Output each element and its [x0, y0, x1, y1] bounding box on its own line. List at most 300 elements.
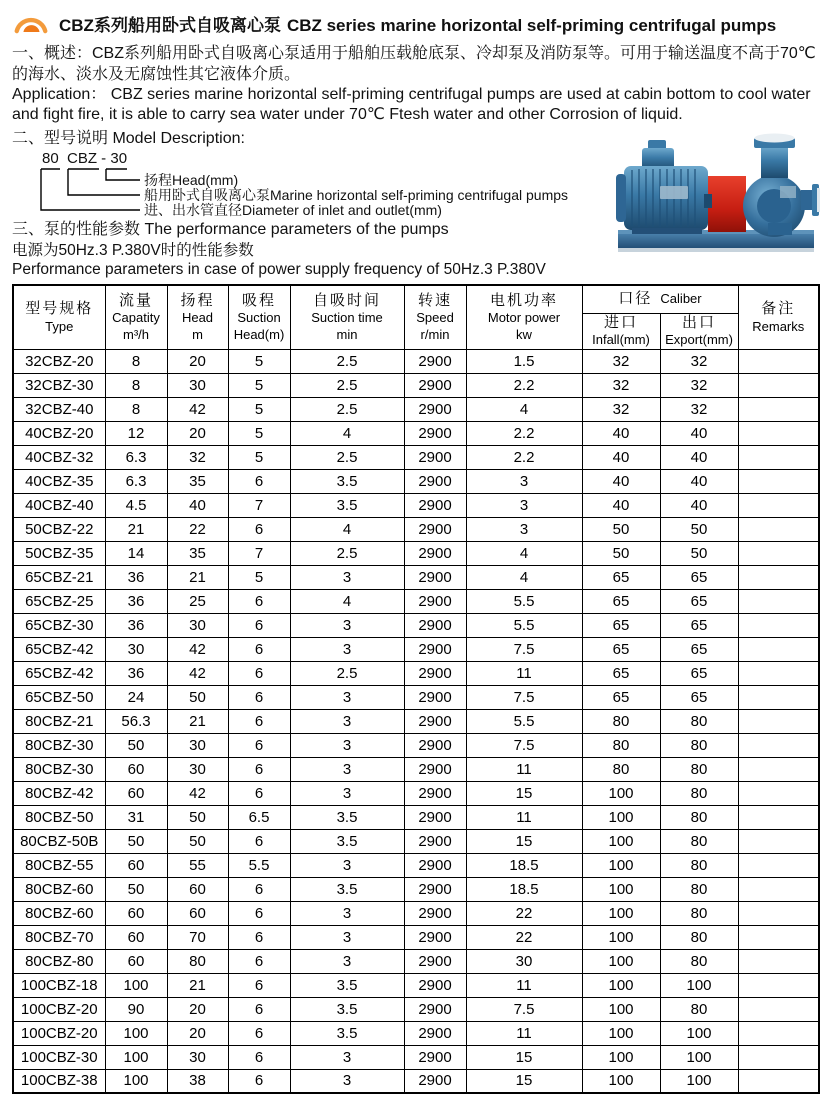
table-cell: 100 — [582, 973, 660, 997]
table-row — [13, 469, 819, 493]
table-cell: 30 — [466, 949, 582, 973]
col-header-speed-unit: r/min — [420, 326, 450, 342]
table-cell: 3 — [290, 1069, 404, 1093]
table-cell — [738, 445, 819, 469]
table-cell: 60 — [105, 925, 167, 949]
cell-model-type: 80CBZ-42 — [13, 781, 105, 805]
table-cell: 11 — [466, 1021, 582, 1045]
table-cell: 60 — [105, 757, 167, 781]
table-cell — [738, 661, 819, 685]
table-cell: 65 — [660, 613, 738, 637]
table-cell: 30 — [167, 733, 228, 757]
cell-model-type: 80CBZ-50B — [13, 829, 105, 853]
table-cell: 50 — [105, 733, 167, 757]
col-header-export-en: Export(mm) — [665, 332, 733, 348]
cell-model-type: 40CBZ-32 — [13, 445, 105, 469]
table-cell: 80 — [660, 757, 738, 781]
table-cell: 80 — [660, 949, 738, 973]
table-cell: 2900 — [404, 733, 466, 757]
col-header-infall-zh: 进口 — [603, 313, 638, 331]
table-cell — [738, 685, 819, 709]
table-cell: 80 — [660, 829, 738, 853]
table-cell: 56.3 — [105, 709, 167, 733]
cell-model-type: 40CBZ-20 — [13, 421, 105, 445]
table-cell: 7 — [228, 541, 290, 565]
table-cell: 40 — [660, 421, 738, 445]
table-cell: 80 — [660, 877, 738, 901]
table-cell: 12 — [105, 421, 167, 445]
table-cell: 3.5 — [290, 469, 404, 493]
col-header-motor-zh: 电机功率 — [489, 291, 558, 309]
cell-model-type: 100CBZ-38 — [13, 1069, 105, 1093]
table-cell: 3 — [290, 853, 404, 877]
table-cell: 2900 — [404, 373, 466, 397]
table-cell: 30 — [105, 637, 167, 661]
table-cell: 7.5 — [466, 733, 582, 757]
table-cell: 6 — [228, 469, 290, 493]
table-cell: 6 — [228, 997, 290, 1021]
cell-model-type: 100CBZ-20 — [13, 1021, 105, 1045]
table-row — [13, 757, 819, 781]
table-cell: 65 — [660, 661, 738, 685]
table-cell: 21 — [167, 565, 228, 589]
performance-table-body — [13, 349, 819, 1093]
table-cell: 22 — [466, 925, 582, 949]
table-cell: 2900 — [404, 541, 466, 565]
table-cell: 3.5 — [290, 877, 404, 901]
page-title-en: CBZ series marine horizontal self-priming centrifugal pumps — [286, 15, 777, 35]
cell-model-type: 80CBZ-21 — [13, 709, 105, 733]
table-row — [13, 1069, 819, 1093]
table-row — [13, 1021, 819, 1045]
table-cell: 14 — [105, 541, 167, 565]
table-cell: 100 — [105, 1045, 167, 1069]
cell-model-type: 65CBZ-50 — [13, 685, 105, 709]
table-cell — [738, 757, 819, 781]
table-cell: 20 — [167, 997, 228, 1021]
page-title-zh: CBZ系列船用卧式自吸离心泵 — [59, 15, 281, 35]
table-cell: 3 — [290, 709, 404, 733]
table-cell: 100 — [582, 1045, 660, 1069]
table-cell: 80 — [660, 853, 738, 877]
table-cell: 4 — [466, 541, 582, 565]
col-header-type-zh: 型号规格 — [25, 299, 94, 317]
table-cell: 40 — [167, 493, 228, 517]
table-cell: 32 — [582, 397, 660, 421]
table-cell: 80 — [660, 925, 738, 949]
table-cell: 8 — [105, 397, 167, 421]
table-cell: 2900 — [404, 613, 466, 637]
table-cell: 80 — [660, 709, 738, 733]
table-cell: 2900 — [404, 565, 466, 589]
table-cell: 6 — [228, 517, 290, 541]
table-cell: 90 — [105, 997, 167, 1021]
cell-model-type: 80CBZ-80 — [13, 949, 105, 973]
table-cell: 100 — [582, 1021, 660, 1045]
table-cell: 100 — [582, 949, 660, 973]
table-cell: 50 — [582, 541, 660, 565]
model-code-text: 80 CBZ - 30 — [42, 150, 128, 167]
table-cell: 2900 — [404, 973, 466, 997]
table-cell: 50 — [660, 541, 738, 565]
table-cell: 2900 — [404, 517, 466, 541]
table-cell: 3 — [466, 469, 582, 493]
cell-model-type: 80CBZ-50 — [13, 805, 105, 829]
table-cell: 65 — [582, 637, 660, 661]
table-cell: 5.5 — [466, 589, 582, 613]
table-cell: 36 — [105, 565, 167, 589]
table-cell: 3 — [290, 757, 404, 781]
table-cell: 2.2 — [466, 445, 582, 469]
table-cell: 6 — [228, 877, 290, 901]
cell-model-type: 32CBZ-20 — [13, 349, 105, 373]
col-header-capacity-unit: m³/h — [123, 326, 149, 342]
table-row — [13, 877, 819, 901]
table-cell — [738, 397, 819, 421]
table-row — [13, 973, 819, 997]
col-header-suction-en: Suction — [237, 310, 281, 326]
table-cell: 6 — [228, 1045, 290, 1069]
table-cell: 4 — [466, 565, 582, 589]
table-cell: 4 — [290, 517, 404, 541]
table-cell: 42 — [167, 637, 228, 661]
table-cell: 20 — [167, 421, 228, 445]
table-row — [13, 349, 819, 373]
table-cell: 2900 — [404, 901, 466, 925]
table-cell — [738, 1045, 819, 1069]
table-cell: 6.3 — [105, 469, 167, 493]
col-header-suction-time-zh: 自吸时间 — [312, 291, 381, 309]
table-cell: 36 — [105, 613, 167, 637]
table-row — [13, 1045, 819, 1069]
table-cell: 55 — [167, 853, 228, 877]
table-cell: 21 — [167, 709, 228, 733]
table-cell: 15 — [466, 1045, 582, 1069]
table-cell — [738, 901, 819, 925]
table-cell: 2900 — [404, 925, 466, 949]
table-cell: 3.5 — [290, 1021, 404, 1045]
table-cell: 6 — [228, 1069, 290, 1093]
table-row — [13, 925, 819, 949]
table-cell: 2900 — [404, 949, 466, 973]
table-row — [13, 445, 819, 469]
table-cell: 30 — [167, 373, 228, 397]
table-row — [13, 637, 819, 661]
table-cell: 80 — [660, 805, 738, 829]
table-cell: 2900 — [404, 805, 466, 829]
table-cell — [738, 517, 819, 541]
table-cell: 2900 — [404, 997, 466, 1021]
col-header-motor-unit: kw — [516, 326, 532, 342]
table-cell: 40 — [582, 445, 660, 469]
table-row — [13, 685, 819, 709]
col-header-suction-zh: 吸程 — [241, 291, 276, 309]
table-cell: 100 — [582, 805, 660, 829]
table-cell: 80 — [582, 709, 660, 733]
table-cell: 100 — [582, 1069, 660, 1093]
table-cell: 2900 — [404, 589, 466, 613]
table-cell: 4 — [466, 397, 582, 421]
table-cell: 6 — [228, 829, 290, 853]
table-cell: 8 — [105, 373, 167, 397]
table-cell — [738, 829, 819, 853]
table-cell: 2900 — [404, 493, 466, 517]
table-cell: 100 — [660, 1069, 738, 1093]
col-header-head-unit: m — [192, 326, 203, 342]
table-cell: 65 — [582, 565, 660, 589]
table-cell: 80 — [660, 733, 738, 757]
table-cell: 80 — [660, 997, 738, 1021]
table-cell: 3 — [466, 493, 582, 517]
cell-model-type: 80CBZ-55 — [13, 853, 105, 877]
table-cell — [738, 589, 819, 613]
table-cell: 65 — [582, 685, 660, 709]
table-cell: 2900 — [404, 757, 466, 781]
cell-model-type: 65CBZ-42 — [13, 661, 105, 685]
table-cell — [738, 973, 819, 997]
table-cell: 38 — [167, 1069, 228, 1093]
table-row — [13, 493, 819, 517]
table-cell: 80 — [660, 901, 738, 925]
table-cell — [738, 565, 819, 589]
table-cell: 5.5 — [466, 613, 582, 637]
table-cell: 80 — [582, 733, 660, 757]
table-cell — [738, 997, 819, 1021]
cell-model-type: 80CBZ-70 — [13, 925, 105, 949]
section-heading-model: 二、型号说明 Model Description: — [12, 130, 245, 147]
table-cell — [738, 805, 819, 829]
cell-model-type: 100CBZ-20 — [13, 997, 105, 1021]
table-cell: 60 — [105, 853, 167, 877]
table-cell: 32 — [582, 349, 660, 373]
table-cell: 2900 — [404, 469, 466, 493]
col-header-caliber-zh: 口径 — [618, 290, 653, 308]
table-cell: 3 — [290, 1045, 404, 1069]
table-cell: 65 — [660, 565, 738, 589]
table-cell: 3.5 — [290, 973, 404, 997]
table-cell: 2900 — [404, 445, 466, 469]
table-cell: 42 — [167, 661, 228, 685]
table-cell: 25 — [167, 589, 228, 613]
callout-diameter: 进、出水管直径Diameter of inlet and outlet(mm) — [144, 202, 442, 218]
table-row — [13, 517, 819, 541]
table-cell: 100 — [660, 1045, 738, 1069]
col-header-head — [167, 285, 228, 349]
table-cell: 2.2 — [466, 373, 582, 397]
table-cell: 2900 — [404, 1021, 466, 1045]
table-row — [13, 541, 819, 565]
table-cell: 3 — [290, 565, 404, 589]
table-cell: 60 — [167, 877, 228, 901]
table-cell: 50 — [167, 805, 228, 829]
table-cell: 15 — [466, 829, 582, 853]
table-cell — [738, 421, 819, 445]
table-cell — [738, 733, 819, 757]
table-cell: 3 — [290, 733, 404, 757]
col-header-motor-power — [466, 285, 582, 349]
table-cell: 3 — [290, 685, 404, 709]
table-cell: 11 — [466, 757, 582, 781]
cell-model-type: 80CBZ-60 — [13, 877, 105, 901]
table-cell: 65 — [660, 685, 738, 709]
col-header-capacity-en: Capatity — [112, 310, 160, 326]
table-cell: 24 — [105, 685, 167, 709]
table-cell: 4 — [290, 589, 404, 613]
table-cell: 3 — [290, 781, 404, 805]
cell-model-type: 40CBZ-35 — [13, 469, 105, 493]
table-row — [13, 733, 819, 757]
cell-model-type: 100CBZ-30 — [13, 1045, 105, 1069]
table-cell: 3.5 — [290, 493, 404, 517]
table-cell: 5.5 — [466, 709, 582, 733]
table-cell: 40 — [582, 421, 660, 445]
table-cell: 100 — [582, 997, 660, 1021]
table-cell: 2900 — [404, 829, 466, 853]
table-cell: 1.5 — [466, 349, 582, 373]
overview-paragraph-en: Application： CBZ series marine horizontal self-priming centrifugal pumps are used at cabin bottom to cool water and fight fire, it is able to carry sea water under 70℃ Ftesh water and other Corrosion of liquid. — [12, 86, 811, 123]
overview-paragraph-zh: 一、概述：CBZ系列船用卧式自吸离心泵适用于船舶压载舱底泵、冷却泵及消防泵等。可用于输送温度不高于70℃的海水、淡水及无腐蚀性其它液体介质。 — [12, 45, 816, 83]
table-cell — [738, 613, 819, 637]
table-row — [13, 829, 819, 853]
table-cell — [738, 469, 819, 493]
table-cell: 60 — [167, 901, 228, 925]
table-cell — [738, 949, 819, 973]
table-cell: 6 — [228, 733, 290, 757]
table-cell — [738, 541, 819, 565]
cell-model-type: 32CBZ-40 — [13, 397, 105, 421]
table-cell: 3 — [290, 949, 404, 973]
cell-model-type: 65CBZ-42 — [13, 637, 105, 661]
table-cell: 4 — [290, 421, 404, 445]
table-cell: 6 — [228, 1021, 290, 1045]
col-header-capacity — [105, 285, 167, 349]
table-cell: 6 — [228, 901, 290, 925]
section-heading-performance: 三、泵的性能参数 The performance parameters of the pumps — [12, 221, 449, 238]
performance-table — [12, 284, 820, 1094]
table-cell: 50 — [167, 685, 228, 709]
table-cell: 32 — [660, 349, 738, 373]
table-cell: 11 — [466, 661, 582, 685]
cell-model-type: 80CBZ-60 — [13, 901, 105, 925]
table-cell: 6 — [228, 949, 290, 973]
table-row — [13, 781, 819, 805]
table-cell: 22 — [167, 517, 228, 541]
table-cell: 100 — [582, 901, 660, 925]
table-cell: 2900 — [404, 421, 466, 445]
col-header-suction-unit: Head(m) — [233, 326, 285, 342]
table-cell: 70 — [167, 925, 228, 949]
table-row — [13, 373, 819, 397]
table-cell: 5 — [228, 373, 290, 397]
table-cell: 18.5 — [466, 853, 582, 877]
table-cell: 50 — [660, 517, 738, 541]
table-cell — [738, 349, 819, 373]
table-cell — [738, 637, 819, 661]
col-header-type-en: Type — [45, 318, 74, 334]
table-row — [13, 661, 819, 685]
table-cell: 6 — [228, 973, 290, 997]
pump-product-image — [608, 126, 822, 260]
table-cell: 50 — [105, 877, 167, 901]
table-cell: 80 — [167, 949, 228, 973]
table-cell: 5 — [228, 565, 290, 589]
table-cell: 3 — [290, 901, 404, 925]
table-cell: 2.5 — [290, 397, 404, 421]
table-cell: 30 — [167, 613, 228, 637]
document-header — [12, 10, 818, 36]
table-cell: 2900 — [404, 709, 466, 733]
table-cell: 30 — [167, 757, 228, 781]
table-cell: 2900 — [404, 1069, 466, 1093]
table-row — [13, 421, 819, 445]
table-cell: 50 — [582, 517, 660, 541]
table-cell: 40 — [660, 445, 738, 469]
table-cell: 50 — [105, 829, 167, 853]
table-row — [13, 709, 819, 733]
table-cell: 100 — [105, 973, 167, 997]
table-cell: 80 — [660, 781, 738, 805]
table-row — [13, 853, 819, 877]
table-cell: 42 — [167, 397, 228, 421]
table-cell: 7.5 — [466, 685, 582, 709]
col-header-caliber-en: Caliber — [660, 291, 702, 307]
table-cell: 100 — [582, 829, 660, 853]
cell-model-type: 65CBZ-21 — [13, 565, 105, 589]
table-cell: 11 — [466, 805, 582, 829]
table-cell: 5 — [228, 421, 290, 445]
table-cell: 65 — [660, 637, 738, 661]
table-cell: 2.5 — [290, 661, 404, 685]
table-cell: 65 — [582, 661, 660, 685]
table-cell: 2900 — [404, 637, 466, 661]
table-cell: 20 — [167, 1021, 228, 1045]
table-cell: 15 — [466, 1069, 582, 1093]
table-cell: 5.5 — [228, 853, 290, 877]
table-cell: 31 — [105, 805, 167, 829]
col-header-remarks-zh: 备注 — [761, 299, 796, 317]
table-row — [13, 997, 819, 1021]
col-header-suction — [228, 285, 290, 349]
table-cell: 3 — [290, 637, 404, 661]
page-title — [59, 11, 776, 36]
table-cell: 2.2 — [466, 421, 582, 445]
col-header-speed-en: Speed — [416, 310, 454, 326]
cell-model-type: 80CBZ-30 — [13, 757, 105, 781]
table-cell — [738, 709, 819, 733]
table-cell: 36 — [105, 661, 167, 685]
table-cell: 100 — [582, 781, 660, 805]
table-cell — [738, 373, 819, 397]
table-cell: 65 — [582, 613, 660, 637]
table-cell: 20 — [167, 349, 228, 373]
table-cell: 3.5 — [290, 829, 404, 853]
table-cell: 60 — [105, 949, 167, 973]
col-header-head-zh: 扬程 — [180, 291, 215, 309]
table-cell: 2900 — [404, 661, 466, 685]
table-cell: 6 — [228, 661, 290, 685]
table-cell: 6 — [228, 613, 290, 637]
table-cell: 42 — [167, 781, 228, 805]
table-cell: 32 — [660, 397, 738, 421]
table-cell: 6.3 — [105, 445, 167, 469]
table-cell: 30 — [167, 1045, 228, 1069]
table-cell: 3.5 — [290, 997, 404, 1021]
table-cell: 100 — [660, 1021, 738, 1045]
table-cell: 2900 — [404, 781, 466, 805]
table-cell — [738, 853, 819, 877]
table-cell: 5 — [228, 445, 290, 469]
table-cell: 100 — [105, 1069, 167, 1093]
